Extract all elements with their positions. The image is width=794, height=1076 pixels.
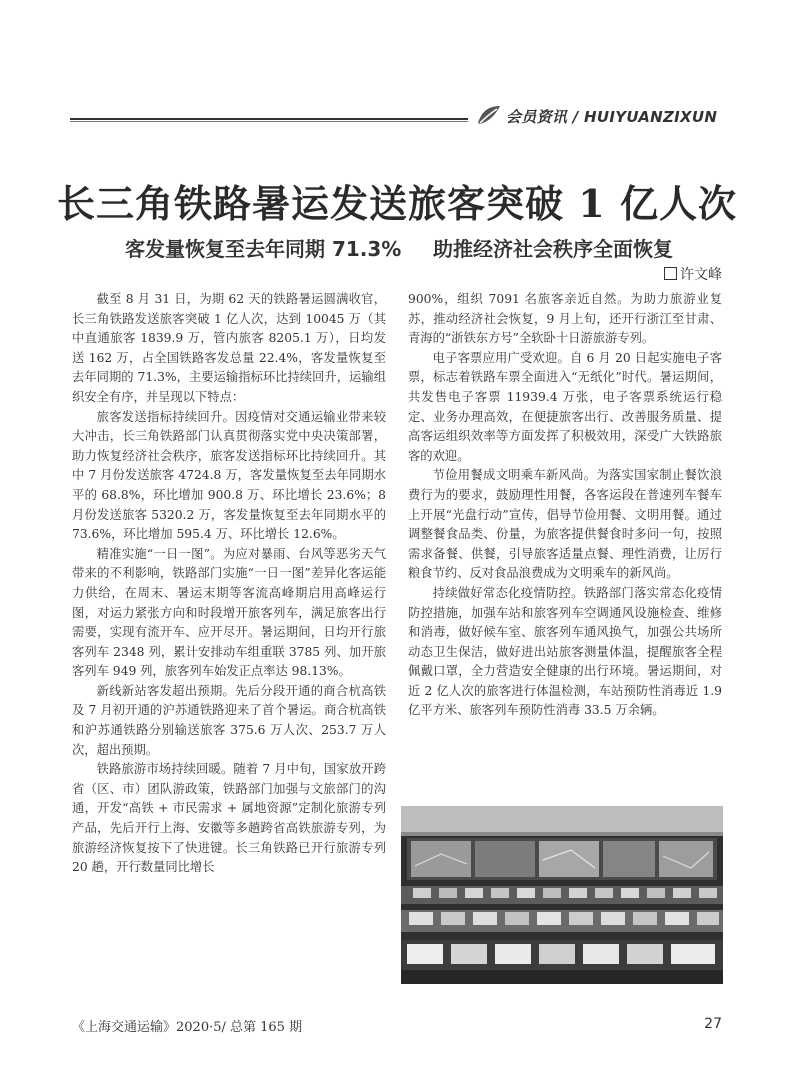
paragraph: 新线新站客发超出预期。先后分段开通的商合杭高铁及 7 月初开通的沪苏通铁路迎来了首个暑运。商合杭高铁和沪苏通铁路分别输送旅客 375.6 万人次、253.7 万人次，超出预期。 <box>72 683 386 757</box>
left-column <box>72 290 386 878</box>
page-number: 27 <box>704 1016 722 1032</box>
control-room-photo <box>401 806 723 984</box>
article-subtitle-left: 客发量恢复至去年同期 71.3% <box>125 237 402 261</box>
paragraph: 电子客票应用广受欢迎。自 6 月 20 日起实施电子客票，标志着铁路车票全面进入“无纸化”时代。暑运期间，共发售电子客票 11939.4 万张，电子客票系统运行稳定、业务办理高效，在便捷旅客出行、改善服务质量、提高客运组织效率等方面发挥了积极效用，深受广大铁路旅客的欢迎。 <box>408 350 722 463</box>
paragraph: 截至 8 月 31 日，为期 62 天的铁路暑运圆满收官，长三角铁路发送旅客突破 1 亿人次，达到 10045 万（其中直通旅客 1839.9 万，管内旅客 8205.1 万），日均发送 162 万，占全国铁路客发总量 22.4%，客发量恢复至去年同期的 71.3%，主要运输指标环比持续回升，运输组织安全有序，并呈现以下特点： <box>72 292 387 404</box>
paragraph-continuation: 900%，组织 7091 名旅客亲近自然。为助力旅游业复苏，推动经济社会恢复，9 月上旬，还开行浙江至甘肃、青海的“浙铁东方号”全软卧十日游旅游专列。 <box>408 292 722 346</box>
author-byline <box>664 264 722 284</box>
article-title: 长三角铁路暑运发送旅客突破 1 亿人次 <box>57 181 737 226</box>
paragraph: 精准实施“一日一图”。为应对暴雨、台风等恶劣天气带来的不利影响，铁路部门实施“一日一图”差异化客运能力供给，在周末、暑运末期等客流高峰期启用高峰运行图，对运力紧张方向和时段增开旅客列车，满足旅客出行需要，实现有流开车、应开尽开。暑运期间，日均开行旅客列车 2348 列，累计安排动车组重联 3785 列、加开旅客列车 949 列，旅客列车始发正点率达 98.13%。 <box>72 546 386 679</box>
paragraph: 铁路旅游市场持续回暖。随着 7 月中旬，国家放开跨省（区、市）团队游政策，铁路部门加强与文旅部门的沟通，开发“高铁 + 市民需求 + 属地资源”定制化旅游专列产品，先后开行上海、安徽等多趟跨省高铁旅游专列，为旅游经济恢复按下了快进键。长三角铁路已开行旅游专列 20 趟，开行数量同比增长 <box>72 762 386 875</box>
right-column <box>408 290 722 721</box>
section-label: 会员资讯 / HUIYUANZIXUN <box>506 108 718 126</box>
paragraph: 节俭用餐成文明乘车新风尚。为落实国家制止餐饮浪费行为的要求，鼓励理性用餐，各客运段在普速列车餐车上开展“光盘行动”宣传，倡导节俭用餐、文明用餐。通过调整餐食品类、份量，为旅客提供餐食时多问一句，按照需求备餐、供餐，引导旅客适量点餐、理性消费，让厉行粮食节约、反对食品浪费成为文明乘车的新风尚。 <box>408 468 722 581</box>
paragraph: 持续做好常态化疫情防控。铁路部门落实常态化疫情防控措施，加强车站和旅客列车空调通风设施检查、维修和消毒，做好候车室、旅客列车通风换气，加强公共场所动态卫生保洁，做好进出站旅客测量体温，提醒旅客全程佩戴口罩，全力营造安全健康的出行环境。暑运期间，对近 2 亿人次的旅客进行体温检测，车站预防性消毒近 1.9 亿平方米、旅客列车预防性消毒 33.5 万余辆。 <box>408 585 722 718</box>
leaf-logo-icon <box>476 104 502 126</box>
byline-box-icon <box>664 267 677 280</box>
header-rule <box>70 118 468 120</box>
journal-footer: 《上海交通运输》2020·5/ 总第 165 期 <box>72 1020 303 1035</box>
header-rule-thin <box>70 121 468 122</box>
paragraph: 旅客发送指标持续回升。因疫情对交通运输业带来较大冲击，长三角铁路部门认真贯彻落实党中央决策部署，助力恢复经济社会秩序，旅客发送指标环比持续回升。其中 7 月份发送旅客 4724.8 万，客发量恢复至去年同期水平的 68.8%，环比增加 900.8 万、环比增长 23.6%；8 月份发送旅客 5320.2 万，客发量恢复至去年同期水平的 73.6%，环比增加 595.4 万、环比增长 12.6%。 <box>72 409 386 542</box>
article-subtitle-right: 助推经济社会秩序全面恢复 <box>433 237 673 261</box>
author-name: 许文峰 <box>680 267 722 283</box>
